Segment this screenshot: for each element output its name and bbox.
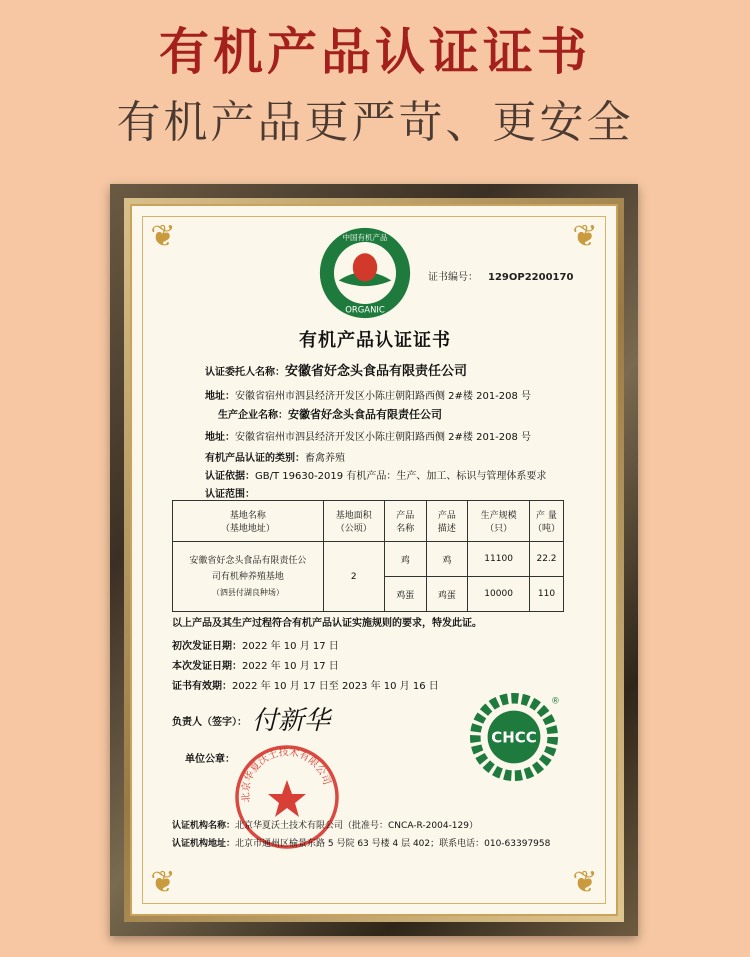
- table-header-row: 基地名称 （基地地址） 基地面积 （公顷） 产品 名称 产品 描述 生产规模 （只） 产 量 （吨）: [173, 501, 564, 542]
- chcc-logo-icon: [470, 693, 558, 781]
- certificate-title: 有机产品认证证书: [299, 330, 451, 351]
- basis-line: 认证依据：GB/T 19630-2019 有机产品：生产、加工、标识与管理体系要求: [205, 471, 547, 482]
- logo-sub-text: ORGANIC: [345, 304, 385, 315]
- svg-text:北京华夏沃土技术有限公司: 北京华夏沃土技术有限公司: [240, 747, 333, 803]
- statement: 以上产品及其生产过程符合有机产品认证实施规则的要求，特发此证。: [172, 618, 482, 629]
- signature: 付新华: [252, 706, 331, 736]
- organic-logo-icon: [318, 226, 412, 320]
- corner-ornament-icon: ❦: [572, 865, 598, 900]
- certificate-number: 证书编号： 129OP2200170: [428, 272, 574, 283]
- scope-label: 认证范围：: [205, 489, 255, 500]
- banner-title: 有机产品认证证书: [159, 23, 591, 81]
- unit-seal-label: 单位公章：: [185, 754, 235, 765]
- body-addr-line: 认证机构地址：北京市通州区榆景东路 5 号院 63 号楼 4 层 402；联系电话：010-63397958: [172, 839, 551, 849]
- logo-text: 中国有机产品: [342, 233, 388, 243]
- svg-text:®: ®: [550, 696, 560, 707]
- table-row: 安徽省好念头食品有限责任公 司有机种养殖基地 （泗县付湖良种场） 2 鸡 鸡 11100 22.2: [173, 542, 564, 577]
- svg-text:CHCC: CHCC: [491, 728, 537, 747]
- producer-line: 生产企业名称：安徽省好念头食品有限责任公司: [218, 408, 442, 421]
- address-line: 地址：安徽省宿州市泗县经济开发区小陈庄朝阳路西侧 2#楼 201-208 号: [205, 391, 532, 402]
- corner-ornament-icon: ❦: [572, 219, 598, 254]
- table-row: 鸡蛋 鸡蛋 10000 110: [173, 577, 564, 612]
- this-issue-line: 本次发证日期：2022 年 10 月 17 日: [172, 661, 339, 672]
- corner-ornament-icon: ❦: [150, 219, 176, 254]
- body-name-line: 认证机构名称：北京华夏沃土技术有限公司（批准号：CNCA-R-2004-129）: [172, 821, 478, 831]
- banner-subtitle: 有机产品更严苛、更安全: [116, 97, 634, 148]
- base-name-cell: 安徽省好念头食品有限责任公 司有机种养殖基地 （泗县付湖良种场）: [173, 542, 324, 612]
- responsible-label: 负责人（签字）：: [172, 717, 247, 728]
- scope-table: [172, 500, 564, 612]
- corner-ornament-icon: ❦: [150, 865, 176, 900]
- validity-line: 证书有效期：2022 年 10 月 17 日至 2023 年 10 月 16 日: [172, 681, 439, 692]
- first-issue-line: 初次发证日期：2022 年 10 月 17 日: [172, 641, 339, 652]
- client-line: 认证委托人名称：安徽省好念头食品有限责任公司: [205, 364, 468, 379]
- address2-line: 地址：安徽省宿州市泗县经济开发区小陈庄朝阳路西侧 2#楼 201-208 号: [205, 432, 532, 443]
- category-line: 有机产品认证的类别：畜禽养殖: [205, 453, 345, 464]
